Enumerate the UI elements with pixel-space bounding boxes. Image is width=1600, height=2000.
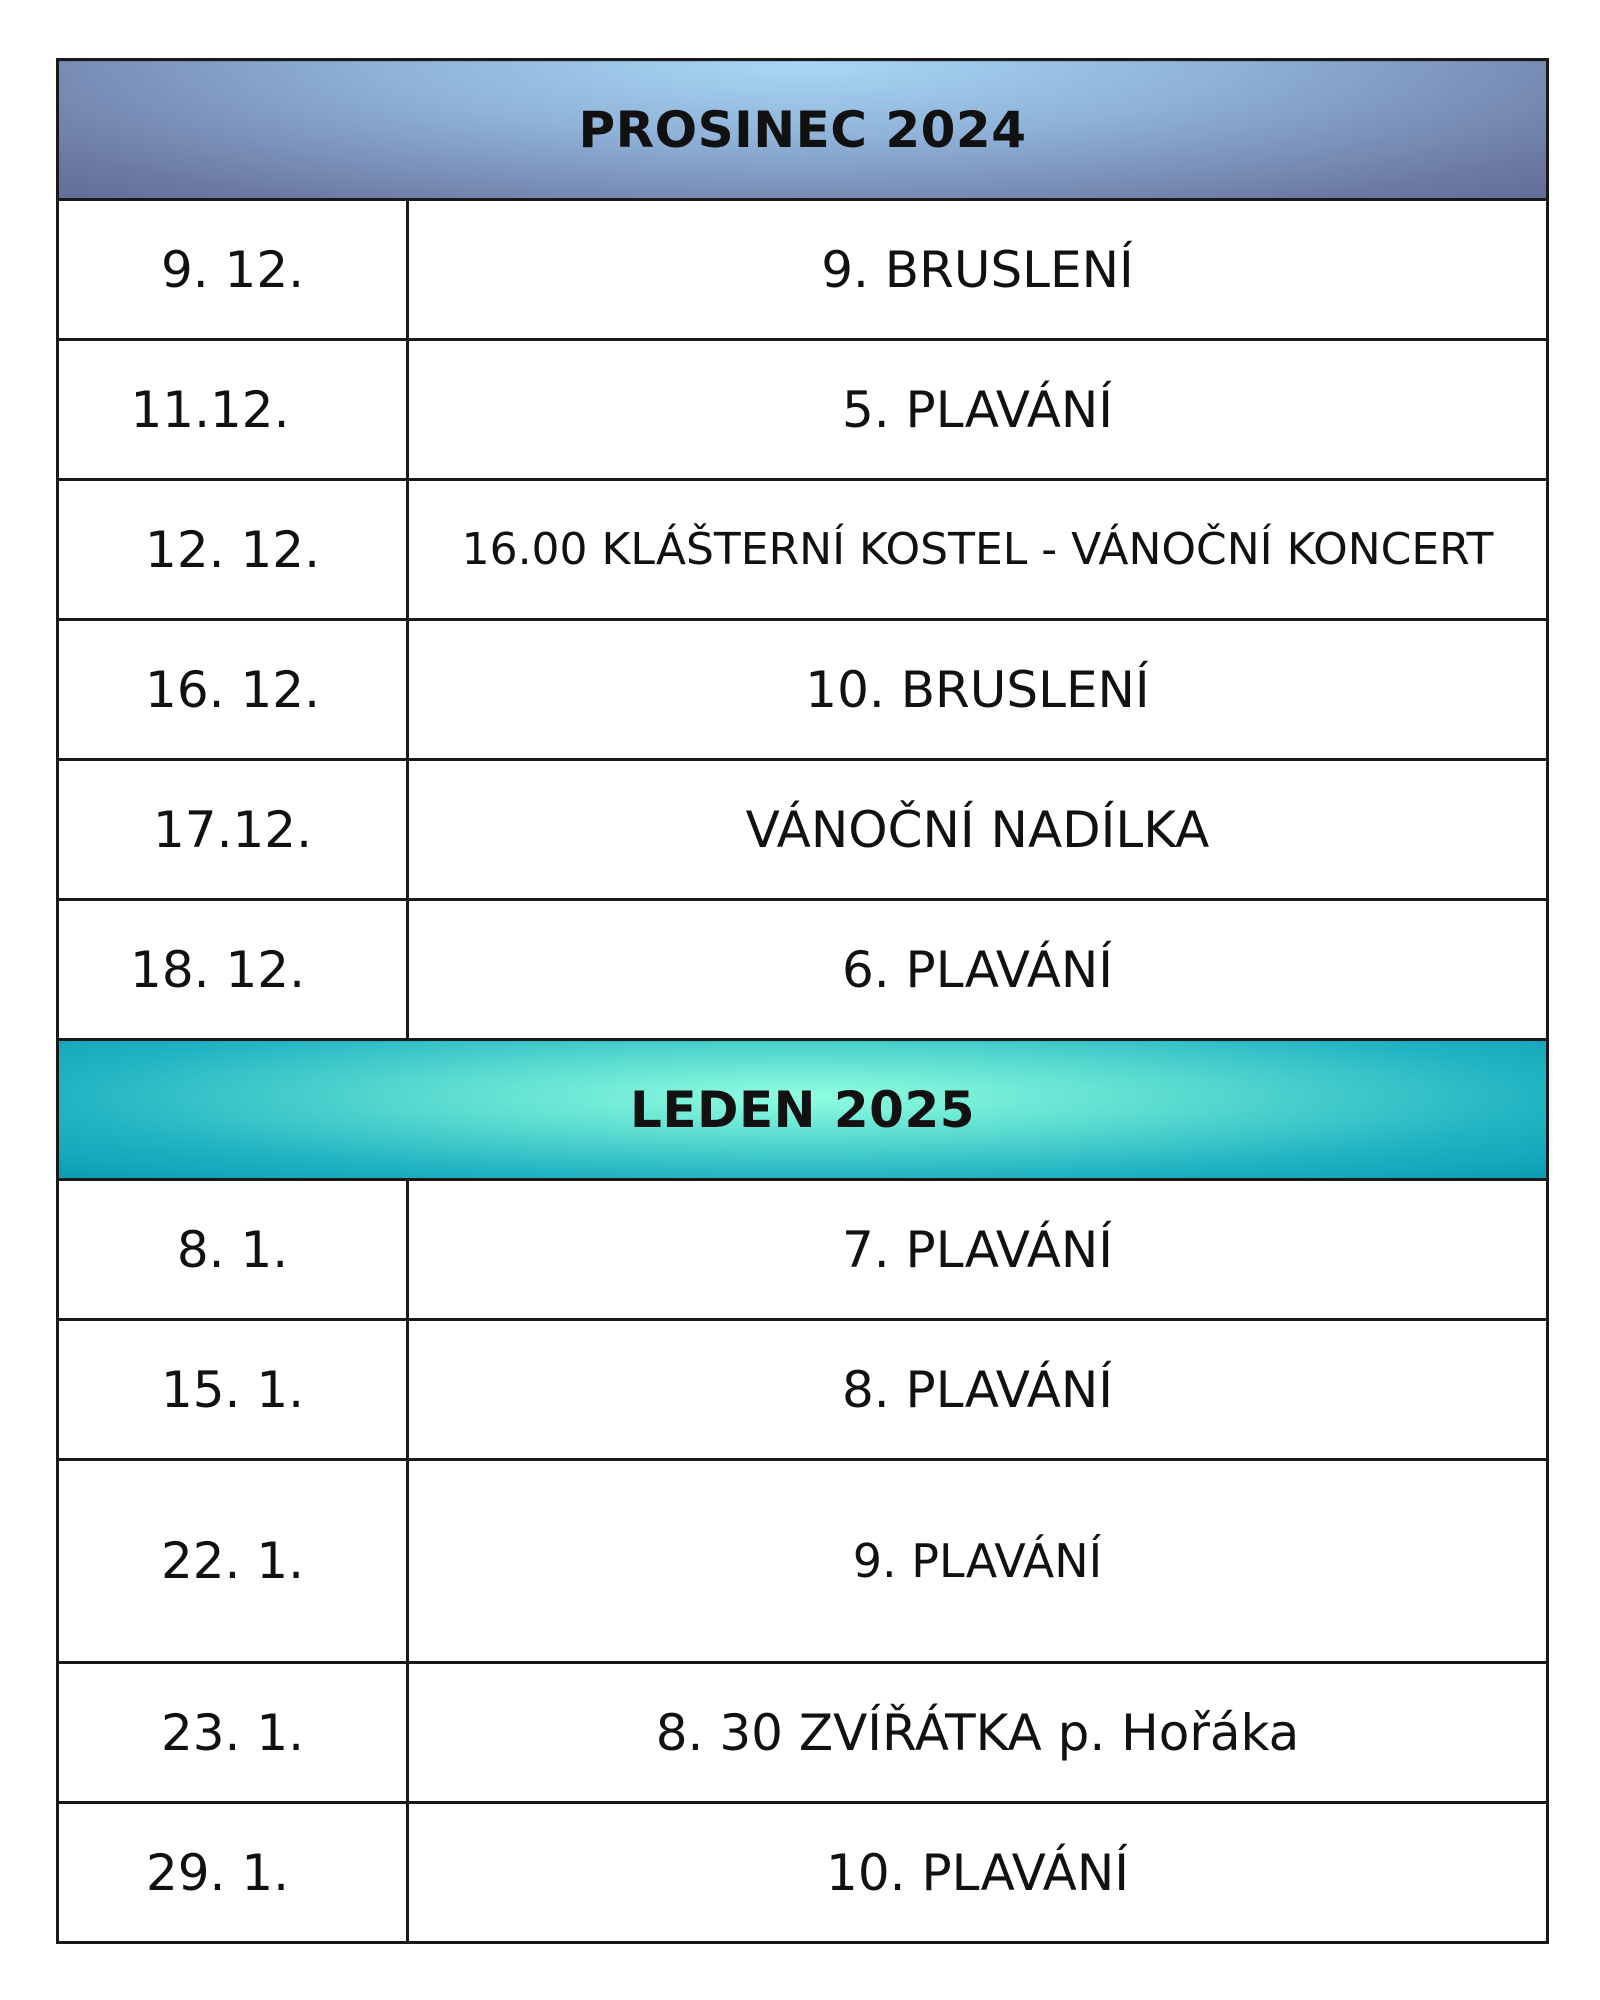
event-name: 6. PLAVÁNÍ — [408, 900, 1548, 1040]
month-title: PROSINEC 2024 — [58, 60, 1548, 200]
table-row — [58, 1320, 1548, 1460]
table-row — [58, 1663, 1548, 1803]
event-date: 16. 12. — [58, 620, 408, 760]
table-row — [58, 620, 1548, 760]
event-name: 9. BRUSLENÍ — [408, 200, 1548, 340]
event-date: 17.12. — [58, 760, 408, 900]
table-row — [58, 760, 1548, 900]
schedule-table — [56, 58, 1549, 1944]
event-name: 10. BRUSLENÍ — [408, 620, 1548, 760]
event-name: VÁNOČNÍ NADÍLKA — [408, 760, 1548, 900]
event-date: 23. 1. — [58, 1663, 408, 1803]
table-row — [58, 1803, 1548, 1943]
month-title: LEDEN 2025 — [58, 1040, 1548, 1180]
event-name: 7. PLAVÁNÍ — [408, 1180, 1548, 1320]
event-date: 12. 12. — [58, 480, 408, 620]
event-name: 10. PLAVÁNÍ — [408, 1803, 1548, 1943]
table-row — [58, 200, 1548, 340]
table-row — [58, 1460, 1548, 1663]
event-name: 9. PLAVÁNÍ — [408, 1460, 1548, 1663]
month-header-row — [58, 60, 1548, 200]
table-row — [58, 340, 1548, 480]
event-date: 18. 12. — [58, 900, 408, 1040]
event-date: 22. 1. — [58, 1460, 408, 1663]
event-date: 11.12. — [58, 340, 408, 480]
month-header-row — [58, 1040, 1548, 1180]
table-row — [58, 900, 1548, 1040]
event-date: 9. 12. — [58, 200, 408, 340]
table-row — [58, 480, 1548, 620]
event-name: 16.00 KLÁŠTERNÍ KOSTEL - VÁNOČNÍ KONCERT — [408, 480, 1548, 620]
table-row — [58, 1180, 1548, 1320]
event-date: 15. 1. — [58, 1320, 408, 1460]
event-date: 8. 1. — [58, 1180, 408, 1320]
event-date: 29. 1. — [58, 1803, 408, 1943]
event-name: 8. PLAVÁNÍ — [408, 1320, 1548, 1460]
event-name: 8. 30 ZVÍŘÁTKA p. Hořáka — [408, 1663, 1548, 1803]
event-name: 5. PLAVÁNÍ — [408, 340, 1548, 480]
